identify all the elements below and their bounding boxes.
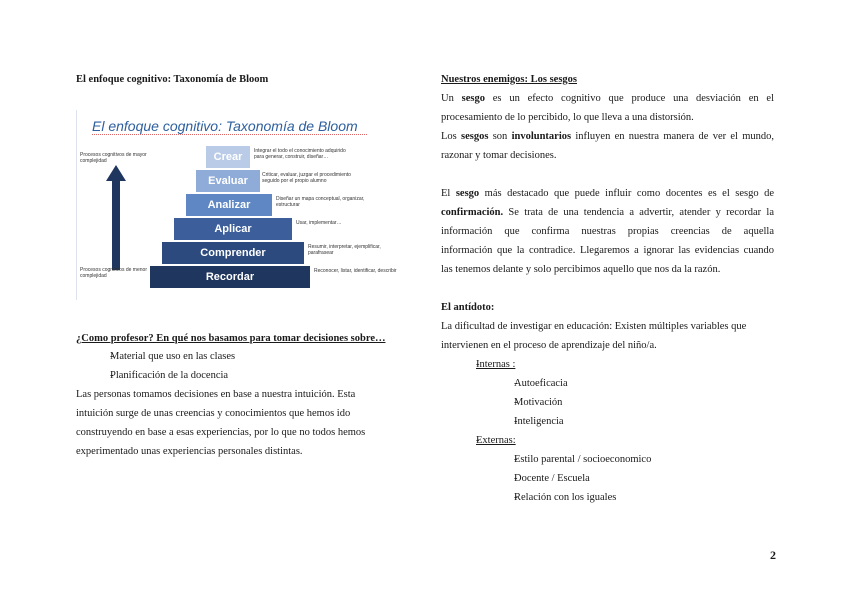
list-item: - Autoeficacia (458, 374, 778, 393)
antidote-paragraph: La dificultad de investigar en educación: Existen múltiples variables que intervienen en el proceso de aprendizaje del niño/a. (441, 321, 747, 351)
bloom-level-evaluar: Evaluar (196, 170, 260, 192)
list-item: - Motivación (458, 393, 778, 412)
bias-definition-paragraph: Un sesgo es un efecto cognitivo que produce una desviación en el procesamiento de lo percibido, lo que lleva a una distorsión. Los sesgos son involuntarios influyen en nuestra manera de ver el mundo, razonar y tomar decisiones. (441, 93, 774, 161)
biases-heading: Nuestros enemigos: Los sesgos (441, 74, 578, 85)
page-number: 2 (770, 548, 776, 562)
bloom-level-aplicar: Aplicar (174, 218, 292, 240)
list-item: - Docente / Escuela (458, 469, 778, 488)
up-arrow-icon (106, 165, 126, 270)
arrow-bottom-label: Procesos cognitivos de menor complejidad (80, 267, 147, 279)
bloom-level-note: Criticar, evaluar, juzgar el procedimiento seguido por el propio alumno (262, 172, 351, 184)
list-item: - Material que uso en las clases (92, 347, 392, 366)
decision-list (92, 347, 392, 385)
question-heading: ¿Como profesor? En qué nos basamos para tomar decisiones sobre… (76, 333, 386, 344)
figure-border (76, 110, 77, 300)
bloom-level-note: Usar, implementar… (296, 220, 342, 226)
bloom-heading: El enfoque cognitivo: Taxonomía de Bloom (76, 74, 269, 85)
list-item: - Inteligencia (458, 412, 778, 431)
list-item-externas: - Externas: (458, 431, 778, 450)
list-item-internas: - Internas : (458, 355, 778, 374)
bloom-level-note: Resumir, interpretar, ejemplificar, parafrasear (308, 244, 381, 256)
figure-title: El enfoque cognitivo: Taxonomía de Bloom (92, 118, 358, 134)
arrow-top-label: Procesos cognitivos de mayor complejidad (80, 152, 147, 164)
bloom-level-recordar: Recordar (150, 266, 310, 288)
antidote-heading: El antídoto: (441, 302, 495, 313)
intuition-paragraph: Las personas tomamos decisiones en base a nuestra intuición. Esta intuición surge de unas creencias y conocimientos que hemos ido construyendo en base a esas experiencias, por lo que no todos hemos experimentado unas experiencias personales distintas. (76, 389, 366, 457)
title-underline (92, 134, 367, 136)
list-item: - Estilo parental / socioeconomico (458, 450, 778, 469)
list-item: - Planificación de la docencia (92, 366, 392, 385)
bloom-level-note: Diseñar un mapa conceptual, organizar, estructurar (276, 196, 365, 208)
list-item: - Relación con los iguales (458, 488, 778, 507)
bloom-level-crear: Crear (206, 146, 250, 168)
bloom-level-analizar: Analizar (186, 194, 272, 216)
bloom-level-note: Integrar el todo el conocimiento adquirido para generar, construir, diseñar… (254, 148, 346, 160)
bloom-level-note: Reconocer, listar, identificar, describir (314, 268, 397, 274)
variables-list (458, 355, 778, 507)
bloom-level-comprender: Comprender (162, 242, 304, 264)
confirmation-bias-paragraph: El sesgo más destacado que puede influir como docentes es el sesgo de confirmación. Se trata de una tendencia a advertir, atender y recordar la información que confirma nuestras propias creencias de aquella información que la contradice. Llegaremos a ignorar las evidencias cuando las tenemos delante y solo percibimos aquello que nos da la razón. (441, 188, 774, 275)
